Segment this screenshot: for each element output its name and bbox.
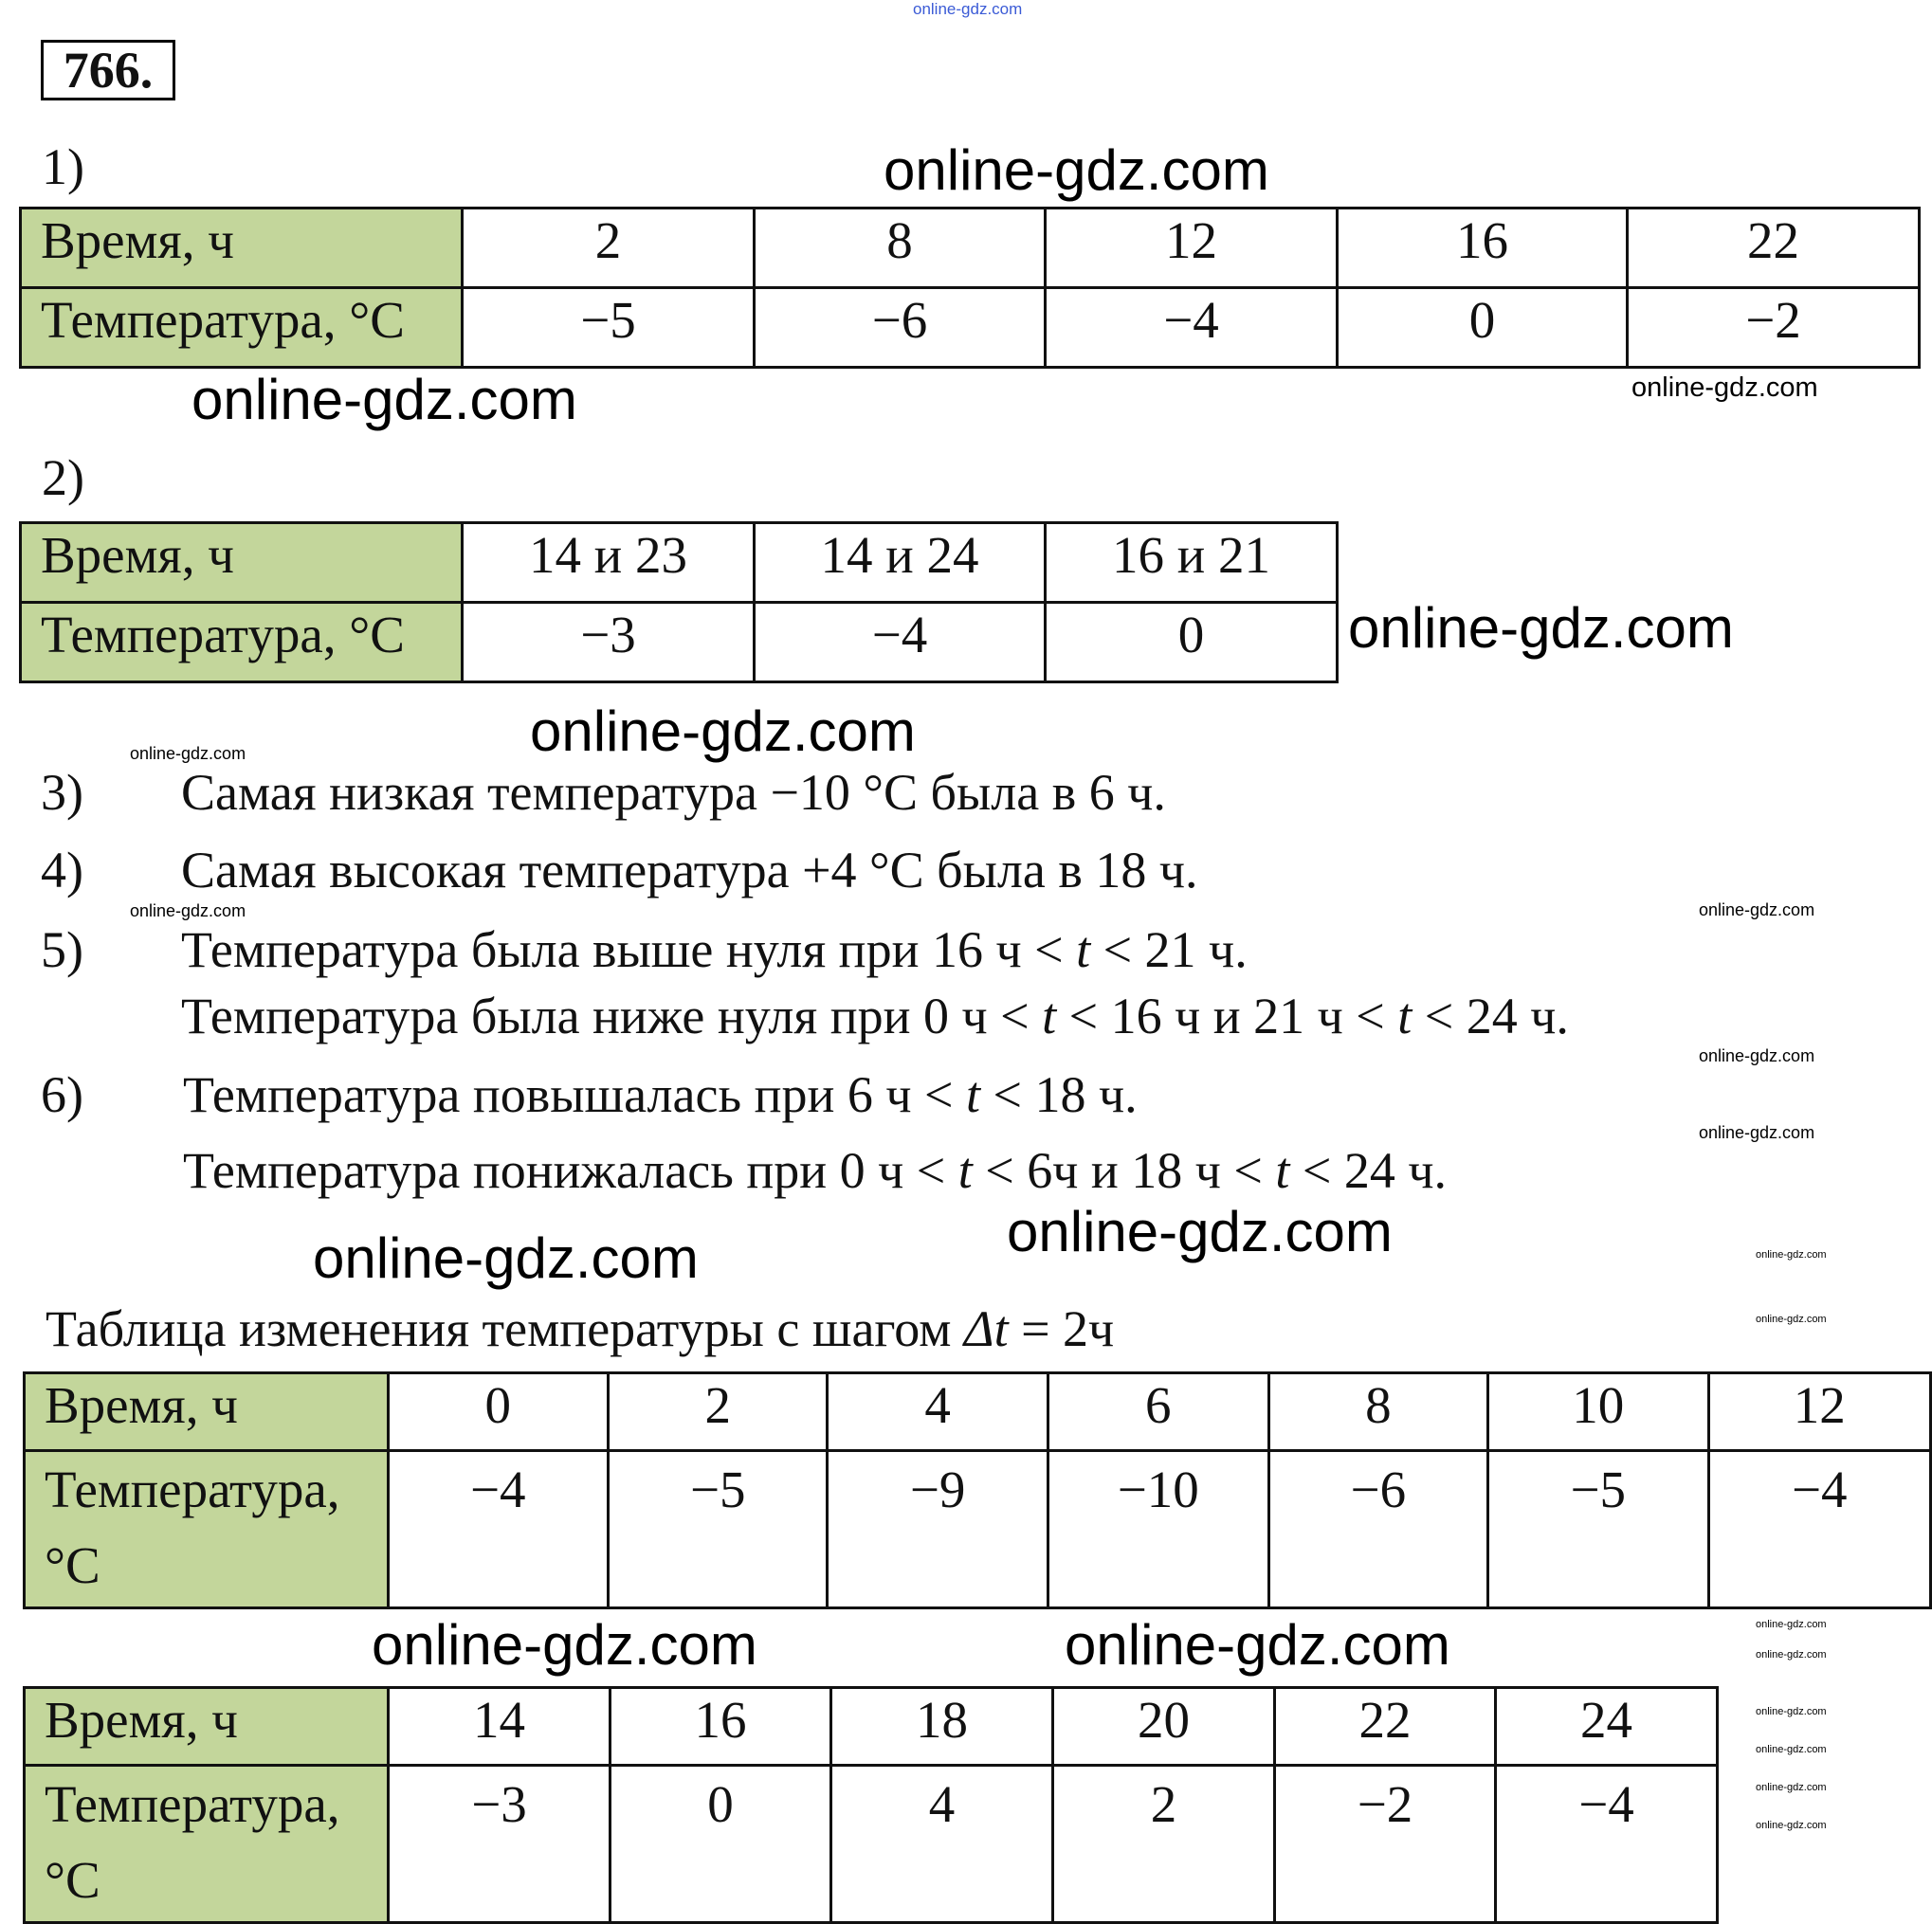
time-row (25, 1373, 1931, 1451)
cell: −2 (1275, 1766, 1496, 1923)
cell: −4 (755, 603, 1046, 682)
answer-text: t (1397, 988, 1413, 1044)
watermark: online-gdz.com (913, 0, 1023, 18)
watermark: online-gdz.com (1065, 1613, 1450, 1677)
cell: 0 (388, 1373, 608, 1451)
temperature-row (25, 1451, 1931, 1608)
cell: 0 (611, 1766, 831, 1923)
row-header (25, 1451, 389, 1608)
time-row (21, 209, 1920, 288)
answer-label: 5) (41, 921, 83, 978)
watermark: online-gdz.com (1756, 1649, 1827, 1661)
part-2-table (19, 521, 1339, 683)
cell: 2 (463, 209, 755, 288)
problem-number: 766. (41, 40, 175, 100)
time-row (21, 523, 1338, 603)
part-2-label: 2) (42, 449, 84, 506)
temperature-row (25, 1766, 1718, 1923)
cell: 4 (831, 1766, 1053, 1923)
cell: 14 (389, 1688, 611, 1766)
cell: −4 (1496, 1766, 1718, 1923)
watermark: online-gdz.com (1699, 900, 1815, 919)
temperature-row (21, 288, 1920, 368)
caption-variable: Δt (963, 1300, 1009, 1357)
row-header-line: °C (45, 1851, 100, 1909)
cell: −4 (1708, 1451, 1931, 1608)
answer-text: Температура была выше нуля при 16 ч < (181, 921, 1077, 978)
answer-label: 3) (41, 764, 83, 821)
row-header: Температура, °C (21, 288, 463, 368)
row-header-line: Температура, (45, 1461, 340, 1518)
watermark: online-gdz.com (1007, 1200, 1393, 1263)
part-1-table (19, 207, 1921, 369)
cell: −2 (1628, 288, 1920, 368)
row-header-line: Температура, (45, 1775, 340, 1833)
watermark: online-gdz.com (1756, 1782, 1827, 1793)
row-header: Время, ч (21, 209, 463, 288)
step-table-caption (46, 1300, 1114, 1357)
answer-text: Температура была ниже нуля при 0 ч < (181, 988, 1043, 1044)
cell: 14 и 24 (755, 523, 1046, 603)
cell: −4 (1046, 288, 1338, 368)
watermark: online-gdz.com (1756, 1744, 1827, 1755)
time-row (25, 1688, 1718, 1766)
answer-text: t (1076, 921, 1091, 978)
row-header: Время, ч (25, 1373, 389, 1451)
cell: 8 (755, 209, 1046, 288)
answer-text: Температура понижалась при 0 ч < (183, 1142, 958, 1199)
watermark: online-gdz.com (1756, 1249, 1827, 1261)
cell: 12 (1046, 209, 1338, 288)
cell: 20 (1053, 1688, 1275, 1766)
cell: −9 (828, 1451, 1048, 1608)
watermark: online-gdz.com (1756, 1314, 1827, 1325)
row-header: Время, ч (25, 1688, 389, 1766)
watermark: online-gdz.com (1756, 1619, 1827, 1630)
answer-line (41, 988, 1569, 1044)
step-table-b (23, 1686, 1719, 1924)
watermark: online-gdz.com (1756, 1820, 1827, 1831)
answer-text: t (965, 1066, 980, 1123)
answer-label: 6) (41, 1066, 83, 1123)
answer-text: < 6ч и 18 ч < (972, 1142, 1276, 1199)
cell: −5 (609, 1451, 828, 1608)
caption-text: = 2ч (1008, 1300, 1115, 1357)
cell: 0 (1046, 603, 1338, 682)
watermark: online-gdz.com (530, 699, 916, 763)
watermark: online-gdz.com (1699, 1123, 1815, 1142)
watermark: online-gdz.com (191, 368, 577, 431)
watermark: online-gdz.com (130, 744, 246, 763)
answer-label: 4) (41, 842, 83, 898)
answer-line (41, 1142, 1447, 1199)
cell: −5 (463, 288, 755, 368)
answer-line (41, 921, 1248, 978)
step-table-a (23, 1371, 1932, 1609)
cell: 22 (1628, 209, 1920, 288)
answer-text: t (1042, 988, 1057, 1044)
answer-text: t (957, 1142, 973, 1199)
cell: 16 (1338, 209, 1628, 288)
row-header (25, 1766, 389, 1923)
caption-text: Таблица изменения температуры с шагом (46, 1300, 964, 1357)
answer-text: t (1275, 1142, 1290, 1199)
cell: 4 (828, 1373, 1048, 1451)
cell: 18 (831, 1688, 1053, 1766)
watermark: online-gdz.com (130, 901, 246, 920)
answer-text: < 18 ч. (980, 1066, 1138, 1123)
watermark: online-gdz.com (372, 1613, 757, 1677)
cell: −4 (388, 1451, 608, 1608)
cell: −6 (1268, 1451, 1487, 1608)
cell: −3 (463, 603, 755, 682)
cell: 8 (1268, 1373, 1487, 1451)
watermark: online-gdz.com (1756, 1706, 1827, 1717)
cell: 6 (1048, 1373, 1268, 1451)
cell: 2 (609, 1373, 828, 1451)
answer-text: < 24 ч. (1289, 1142, 1448, 1199)
cell: 24 (1496, 1688, 1718, 1766)
answer-text: Самая высокая температура +4 °C была в 18 ч. (181, 842, 1198, 898)
cell: 12 (1708, 1373, 1931, 1451)
answer-line (41, 842, 1198, 898)
cell: 10 (1488, 1373, 1708, 1451)
answer-text: < 24 ч. (1412, 988, 1569, 1044)
cell: −5 (1488, 1451, 1708, 1608)
cell: 16 и 21 (1046, 523, 1338, 603)
temperature-row (21, 603, 1338, 682)
answer-text: < 16 ч и 21 ч < (1056, 988, 1398, 1044)
watermark: online-gdz.com (1699, 1046, 1815, 1065)
cell: 16 (611, 1688, 831, 1766)
answer-text: Самая низкая температура −10 °C была в 6 ч. (181, 764, 1166, 821)
row-header: Время, ч (21, 523, 463, 603)
answer-text: < 21 ч. (1090, 921, 1248, 978)
cell: −10 (1048, 1451, 1268, 1608)
watermark: online-gdz.com (313, 1226, 699, 1290)
watermark: online-gdz.com (1631, 372, 1818, 403)
cell: −3 (389, 1766, 611, 1923)
cell: 22 (1275, 1688, 1496, 1766)
watermark: online-gdz.com (1348, 596, 1734, 660)
row-header: Температура, °C (21, 603, 463, 682)
part-1-label: 1) (42, 138, 84, 195)
cell: −6 (755, 288, 1046, 368)
cell: 14 и 23 (463, 523, 755, 603)
answer-line (41, 764, 1166, 821)
answer-text: Температура повышалась при 6 ч < (183, 1066, 966, 1123)
cell: 2 (1053, 1766, 1275, 1923)
cell: 0 (1338, 288, 1628, 368)
watermark: online-gdz.com (884, 138, 1269, 202)
answer-line (41, 1066, 1138, 1123)
row-header-line: °C (45, 1536, 100, 1594)
